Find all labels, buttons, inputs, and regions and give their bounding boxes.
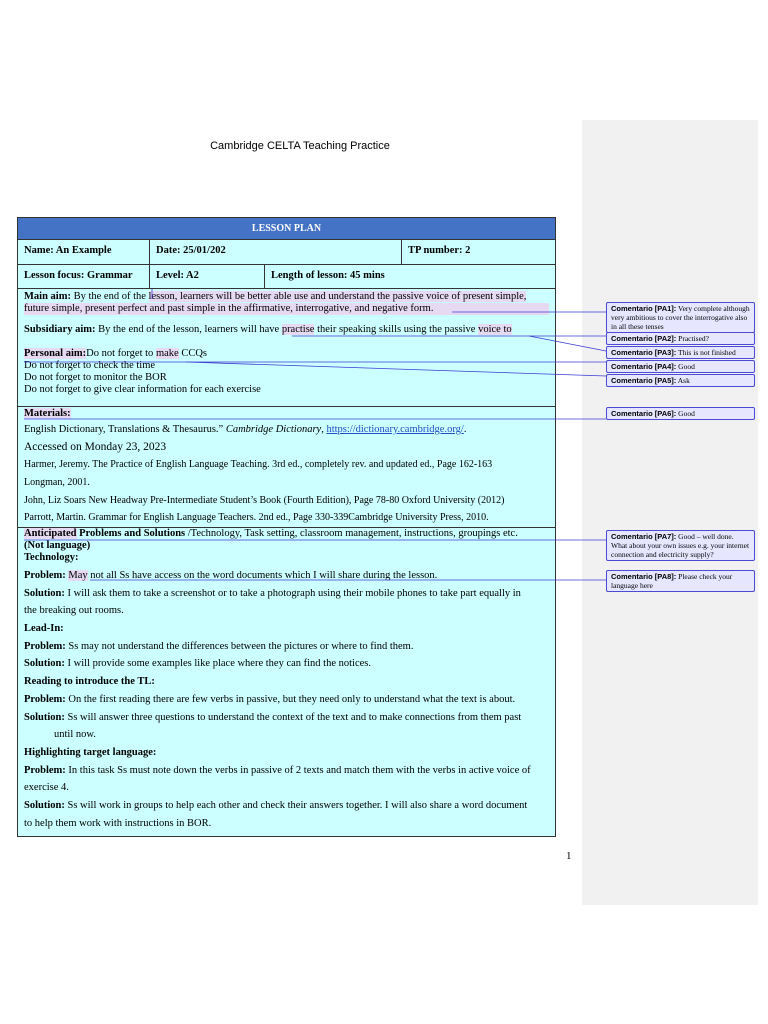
materials-label: Materials: [24, 408, 71, 419]
comment-balloon[interactable] [606, 360, 755, 373]
line-label: Highlighting target language: [24, 746, 157, 758]
personal-aim-label: Personal [24, 348, 66, 359]
subsidiary-aim-text: By the end of the lesson, learners will have [95, 324, 282, 335]
comment-balloon[interactable] [606, 332, 755, 345]
problem-solution-line [24, 744, 549, 762]
materials-citation: English Dictionary, Translations & Thesaurus.” [24, 424, 226, 435]
line-label: Solution: [24, 658, 65, 670]
technology-heading: Technology: [24, 552, 79, 563]
problems-not-language: (Not language) [24, 540, 91, 551]
problem-solution-line [24, 602, 549, 620]
personal-aim-label-2: aim: [65, 348, 87, 359]
main-aim-label: Main aim: [24, 291, 71, 302]
subsidiary-aim-text-2: their speaking skills using the passive [314, 324, 479, 335]
comment-author: Comentario [PA7]: [611, 532, 677, 541]
aims-row [18, 288, 555, 406]
table-row [18, 239, 555, 264]
line-label: Reading to introduce the TL: [24, 676, 155, 688]
line-text: the breaking out rooms. [24, 605, 124, 617]
table-row [18, 264, 555, 288]
line-text: until now. [54, 729, 96, 741]
line-text: Ss may not understand the differences between the pictures or where to find them. [65, 640, 414, 652]
subsidiary-aim-highlight-practise: practise [281, 324, 315, 335]
comment-balloon[interactable] [606, 346, 755, 359]
problems-heading [24, 528, 549, 564]
comment-author: Comentario [PA5]: [611, 376, 677, 385]
comment-author: Comentario [PA8]: [611, 572, 677, 581]
problem-solution-line [24, 691, 549, 709]
personal-aim-line: Do not forget to give clear information for each exercise [24, 384, 261, 395]
line-text: to help them work with instructions in BOR. [24, 817, 212, 829]
comment-balloon[interactable] [606, 302, 755, 333]
line-text: I will ask them to take a screenshot or to take a photograph using their mobile phones to take part equally in [64, 587, 521, 599]
lesson-plan-table [17, 217, 556, 837]
line-text: not all Ss have access on the word documents which I will share during the lesson. [87, 570, 438, 581]
line-label: Problem: [24, 640, 66, 652]
materials-citation-end: . [463, 424, 467, 435]
comment-author: Comentario [PA6]: [611, 409, 677, 418]
line-label: Solution: [24, 711, 65, 723]
main-aim [24, 291, 549, 315]
name-cell: Name: An Example [24, 245, 112, 256]
problem-solution-line [24, 797, 549, 815]
problem-solution-line [24, 709, 549, 727]
problem-solution-line [24, 673, 549, 691]
problem-solution-line [24, 567, 549, 585]
line-label: Problem: [24, 570, 66, 581]
personal-aim-line: Do not forget to monitor the BOR [24, 372, 167, 383]
tp-number-cell: TP number: 2 [401, 240, 555, 264]
materials-citation: Parrott, Martin. Grammar for English Language Teachers. 2nd ed., Page 330-339Cambridge University Press, 2010. [24, 512, 489, 524]
line-label: Lead-In: [24, 623, 64, 635]
line-label: Solution: [24, 799, 65, 811]
length-cell: Length of lesson: 45 mins [264, 265, 555, 288]
personal-aim-text: Do not forget to [86, 348, 156, 359]
comment-author: Comentario [PA1]: [611, 304, 677, 313]
materials-row [18, 406, 555, 527]
problems-label-2: Problems and Solutions [76, 528, 186, 539]
subsidiary-aim-label: Subsidiary aim: [24, 324, 96, 335]
problem-solution-line [24, 620, 549, 638]
line-text: On the first reading there are few verbs in passive, but they need only to understand what the text is about. [65, 693, 516, 705]
materials-citation: Longman, 2001. [24, 477, 90, 489]
personal-aim [24, 348, 549, 396]
level-cell: Level: A2 [149, 265, 264, 288]
comment-text: Good [676, 409, 695, 418]
comment-text: Good [676, 362, 695, 371]
personal-aim-line: Do not forget to check the time [24, 360, 156, 371]
main-aim-highlight: lesson, learners will be better able use and understand the passive voice of present simple, [148, 291, 527, 302]
line-highlight: May [68, 570, 88, 581]
comment-author: Comentario [PA2]: [611, 334, 677, 343]
materials-list [24, 407, 549, 527]
line-label: Solution: [24, 587, 65, 599]
line-text: Ss will work in groups to help each other and check their answers together. I will also share a word document [64, 799, 528, 811]
dictionary-link[interactable]: https://dictionary.cambridge.org/ [326, 424, 464, 435]
main-aim-text-line2: future simple, present perfect and past simple in the affirmative, interrogative, and negative form. [24, 303, 549, 315]
comment-text: This is not finished [676, 348, 736, 357]
problem-solution-line [24, 585, 549, 603]
personal-aim-highlight: make [155, 348, 179, 359]
date-cell: Date: 25/01/202 [149, 240, 401, 264]
comment-author: Comentario [PA4]: [611, 362, 677, 371]
page-number: 1 [566, 850, 572, 862]
comment-text: Practised? [676, 334, 709, 343]
comment-text: Please check your language here [611, 572, 733, 590]
line-label: Problem: [24, 764, 66, 776]
comment-balloon[interactable] [606, 374, 755, 387]
comment-balloon[interactable] [606, 570, 755, 592]
problems-row [18, 527, 555, 836]
problem-solution-line [24, 726, 549, 744]
comment-author: Comentario [PA3]: [611, 348, 677, 357]
problem-solution-line [24, 655, 549, 673]
comment-text: Ask [676, 376, 690, 385]
line-text: Ss will answer three questions to understand the context of the text and to make connections from them past [64, 711, 522, 723]
main-aim-text: By the end of the [73, 291, 149, 302]
problem-solution-line [24, 815, 549, 833]
comment-balloon[interactable] [606, 530, 755, 561]
problem-solution-line [24, 779, 549, 797]
problem-solution-line [24, 762, 549, 780]
page-header-title: Cambridge CELTA Teaching Practice [210, 140, 390, 152]
comment-balloon[interactable] [606, 407, 755, 420]
problem-solution-line [24, 638, 549, 656]
comment-text: Very complete although very ambitious to cover the interrogative also in all these tenses [611, 304, 750, 331]
comment-text: Good – well done. What about your own issues e.g. your internet connection and electricity supply? [611, 532, 750, 559]
problems-categories: /Technology, Task setting, classroom management, instructions, groupings etc. [185, 528, 518, 539]
line-text: In this task Ss must note down the verbs in passive of 2 texts and match them with the verbs in active voice of [65, 764, 531, 776]
materials-citation: Harmer, Jeremy. The Practice of English Language Teaching. 3rd ed., completely rev. and updated ed., Page 162-163 [24, 459, 493, 471]
problems-list [24, 567, 549, 832]
materials-citation-title: Cambridge Dictionary [225, 424, 322, 435]
problems-label: Anticipated [24, 528, 77, 539]
materials-accessed: Accessed on Monday 23, 2023 [24, 440, 167, 453]
personal-aim-text-2: CCQs [178, 348, 207, 359]
line-text: I will provide some examples like place where they can find the notices. [64, 658, 372, 670]
lesson-plan-heading: LESSON PLAN [18, 218, 555, 239]
materials-citation: John, Liz Soars New Headway Pre-Intermediate Student’s Book (Fourth Edition), Page 78-80 Oxford University (2012) [24, 494, 505, 506]
lesson-focus-cell: Lesson focus: Grammar [24, 270, 133, 281]
line-text: exercise 4. [24, 782, 69, 794]
materials-citation-sep: , [321, 424, 327, 435]
subsidiary-aim-highlight-voice: voice to [478, 324, 512, 335]
comment-margin-pane [582, 120, 758, 905]
line-label: Problem: [24, 693, 66, 705]
subsidiary-aim [24, 324, 549, 336]
